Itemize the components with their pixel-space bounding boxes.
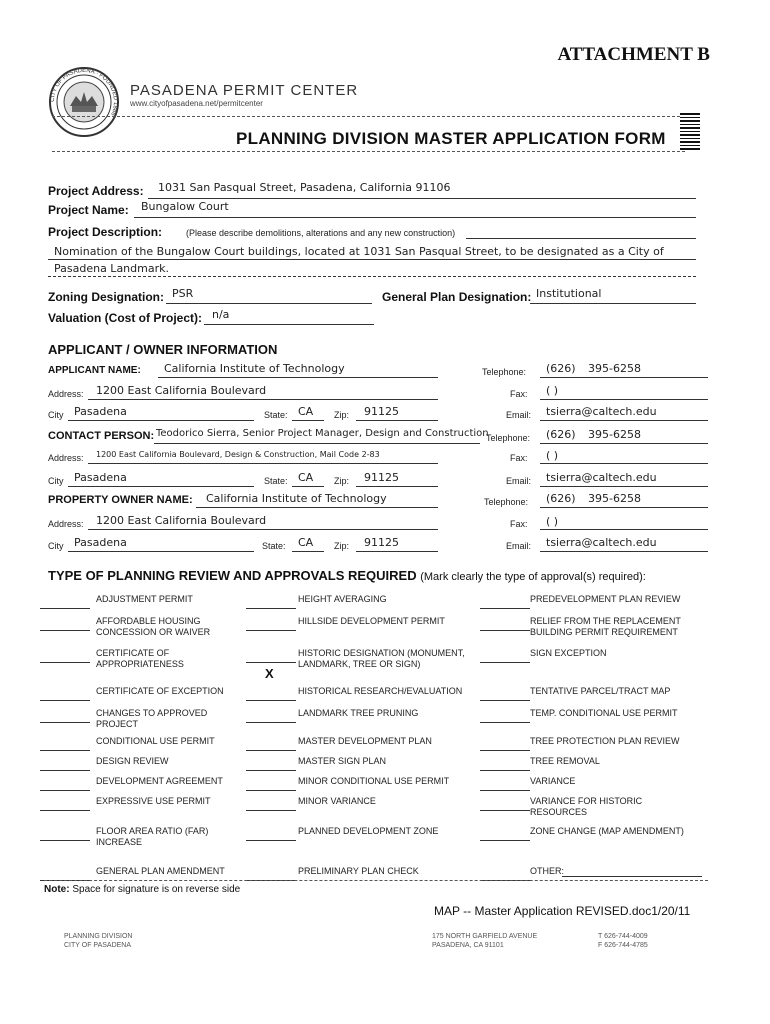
approval-option-label: TEMP. CONDITIONAL USE PERMIT [530,708,678,718]
zoning-label: Zoning Designation: [48,290,164,304]
footer-rule [44,880,708,881]
approval-checkbox[interactable] [40,722,90,723]
approval-checkbox[interactable] [246,722,296,723]
approval-option-label: HISTORIC DESIGNATION (MONUMENT, LANDMARK, TREE OR SIGN) [298,648,465,669]
approval-checkbox[interactable] [246,630,296,631]
owner-city-label: City [48,541,64,551]
applicant-zip-field[interactable]: 91125 [364,405,399,418]
approval-option-label: ADJUSTMENT PERMIT [96,594,193,604]
project-address-field[interactable]: 1031 San Pasqual Street, Pasadena, California 91106 [158,181,451,194]
footer-phone [598,932,648,950]
contact-fax-field[interactable]: ( ) [546,449,559,462]
applicant-area-code[interactable]: (626) [546,362,576,375]
applicant-address-field[interactable]: 1200 East California Boulevard [96,384,267,397]
approval-option-label: VARIANCE [530,776,576,786]
applicant-telephone-field[interactable]: 395-6258 [588,362,641,375]
approval-checkbox[interactable] [40,750,90,751]
approval-checkbox[interactable] [246,770,296,771]
approval-option-label: TREE REMOVAL [530,756,600,766]
approval-option-label: RELIEF FROM THE REPLACEMENT BUILDING PERMIT REQUIREMENT [530,616,681,637]
applicant-city-line [68,420,254,421]
approval-checkbox[interactable] [246,840,296,841]
applicant-section-title: APPLICANT / OWNER INFORMATION [48,342,278,357]
approval-checkbox[interactable] [40,630,90,631]
contact-fax-label: Fax: [510,453,528,463]
contact-person-line [154,443,480,444]
project-description-field-line2[interactable]: Pasadena Landmark. [54,262,169,275]
review-section-header [48,568,646,583]
owner-address-field[interactable]: 1200 East California Boulevard [96,514,267,527]
permit-center-name: PASADENA PERMIT CENTER [130,82,359,99]
contact-city-line [68,486,254,487]
owner-fax-line [540,529,708,530]
approval-checkbox[interactable] [480,810,530,811]
approval-option-label: FLOOR AREA RATIO (FAR) INCREASE [96,826,209,847]
description-line-2 [48,276,696,277]
applicant-state-line [292,420,324,421]
approval-checkbox[interactable] [246,662,296,663]
valuation-label: Valuation (Cost of Project): [48,311,203,325]
contact-city-label: City [48,476,64,486]
approval-checkbox[interactable] [480,700,530,701]
owner-address-label: Address: [48,519,84,529]
applicant-email-field[interactable]: tsierra@caltech.edu [546,405,657,418]
form-title: PLANNING DIVISION MASTER APPLICATION FORM [236,129,666,148]
owner-telephone-label: Telephone: [484,497,529,507]
approval-option-label: PREDEVELOPMENT PLAN REVIEW [530,594,681,604]
approval-option-label: HEIGHT AVERAGING [298,594,387,604]
contact-email-label: Email: [506,476,532,486]
applicant-zip-label: Zip: [334,410,350,420]
property-owner-line [196,507,438,508]
contact-city-field[interactable]: Pasadena [74,471,127,484]
contact-telephone-line [540,443,708,444]
approval-option-label: OTHER: [530,866,565,876]
contact-email-line [540,486,708,487]
owner-email-label: Email: [506,541,532,551]
approval-checkbox[interactable] [40,608,90,609]
property-owner-label: PROPERTY OWNER NAME: [48,494,193,506]
footer-address-line1: 175 NORTH GARFIELD AVENUE [432,933,538,940]
owner-fax-field[interactable]: ( ) [546,515,559,528]
contact-zip-line [356,486,438,487]
approval-option-label: MINOR VARIANCE [298,796,376,806]
contact-person-field[interactable]: Teodorico Sierra, Senior Project Manager, Design and Construction [156,428,489,439]
approval-checkbox[interactable] [480,662,530,663]
applicant-zip-line [356,420,438,421]
contact-fax-line [540,463,708,464]
project-address-line [148,198,696,199]
owner-zip-label: Zip: [334,541,350,551]
approval-option-label: DEVELOPMENT AGREEMENT [96,776,223,786]
applicant-name-field[interactable]: California Institute of Technology [164,362,345,375]
approval-checkbox[interactable] [246,810,296,811]
contact-telephone-field[interactable]: 395-6258 [588,428,641,441]
project-description-field-line1[interactable]: Nomination of the Bungalow Court buildings, located at 1031 San Pasqual Street, to be designated as a City of [54,245,664,258]
approval-option-label: GENERAL PLAN AMENDMENT [96,866,225,876]
attachment-label: ATTACHMENT B [557,44,710,65]
approval-option-label: CONDITIONAL USE PERMIT [96,736,215,746]
applicant-email-label: Email: [506,410,532,420]
owner-city-field[interactable]: Pasadena [74,536,127,549]
approval-option-label: CERTIFICATE OF APPROPRIATENESS [96,648,184,669]
approval-option-label: DESIGN REVIEW [96,756,169,766]
approval-checkbox[interactable] [40,790,90,791]
general-plan-label: General Plan Designation: [382,290,532,304]
owner-email-field[interactable]: tsierra@caltech.edu [546,536,657,549]
approval-checkbox[interactable] [480,608,530,609]
owner-area-code[interactable]: (626) [546,492,576,505]
applicant-telephone-label: Telephone: [482,367,527,377]
approval-checkbox[interactable] [246,790,296,791]
other-approval-input[interactable] [562,876,702,877]
approval-checkbox[interactable] [480,840,530,841]
contact-state-line [292,486,324,487]
general-plan-field[interactable]: Institutional [536,287,602,300]
approval-option-label: LANDMARK TREE PRUNING [298,708,419,718]
approval-option-label: VARIANCE FOR HISTORIC RESOURCES [530,796,643,817]
owner-zip-line [356,551,438,552]
approval-option-label: EXPRESSIVE USE PERMIT [96,796,211,806]
footer-address-line2: PASADENA, CA 91101 [432,942,504,949]
approval-checkbox[interactable] [480,750,530,751]
owner-state-label: State: [262,541,286,551]
valuation-line [204,324,374,325]
title-rule [52,151,685,152]
approval-option-label: MASTER DEVELOPMENT PLAN [298,736,432,746]
contact-state-field[interactable]: CA [298,471,314,484]
approval-checkbox[interactable] [40,810,90,811]
approval-option-label: TREE PROTECTION PLAN REVIEW [530,736,680,746]
applicant-email-line [540,420,708,421]
owner-email-line [540,551,708,552]
applicant-telephone-line [540,377,708,378]
signature-note [44,884,240,895]
owner-state-field[interactable]: CA [298,536,314,549]
approval-checkbox[interactable] [246,700,296,701]
applicant-address-line [88,399,438,400]
contact-email-field[interactable]: tsierra@caltech.edu [546,471,657,484]
barcode-icon [680,112,700,150]
review-section-title: TYPE OF PLANNING REVIEW AND APPROVALS REQUIRED [48,568,417,583]
approval-checkbox-mark[interactable]: X [265,666,274,681]
approval-checkbox[interactable] [40,770,90,771]
contact-address-line [88,463,438,464]
applicant-name-label: APPLICANT NAME: [48,365,141,376]
contact-person-label: CONTACT PERSON: [48,430,155,442]
contact-zip-field[interactable]: 91125 [364,471,399,484]
footer-phone-line2: F 626-744-4785 [598,942,648,949]
zoning-field[interactable]: PSR [172,287,194,300]
approval-checkbox[interactable] [40,840,90,841]
approval-option-label: CHANGES TO APPROVED PROJECT [96,708,208,729]
approval-option-label: HISTORICAL RESEARCH/EVALUATION [298,686,463,696]
contact-area-code[interactable]: (626) [546,428,576,441]
footer-address [432,932,537,950]
applicant-fax-line [540,399,708,400]
footer-department [64,932,132,950]
contact-address-label: Address: [48,453,84,463]
approval-option-label: AFFORDABLE HOUSING CONCESSION OR WAIVER [96,616,211,637]
note-label: Note: [44,884,70,895]
project-name-line [134,217,696,218]
approval-option-label: PRELIMINARY PLAN CHECK [298,866,419,876]
approval-checkbox[interactable] [480,770,530,771]
approval-checkbox[interactable] [246,608,296,609]
zoning-line [166,303,372,304]
contact-address-field[interactable]: 1200 East California Boulevard, Design & Construction, Mail Code 2-83 [96,450,380,459]
approval-checkbox[interactable] [246,750,296,751]
owner-state-line [292,551,324,552]
approval-checkbox[interactable] [40,700,90,701]
approval-option-label: MINOR CONDITIONAL USE PERMIT [298,776,450,786]
approval-checkbox[interactable] [480,722,530,723]
project-name-label: Project Name: [48,203,129,217]
applicant-fax-field[interactable]: ( ) [546,384,559,397]
review-section-hint: (Mark clearly the type of approval(s) required): [420,571,646,583]
contact-state-label: State: [264,476,288,486]
approval-option-label: MASTER SIGN PLAN [298,756,387,766]
approval-checkbox[interactable] [480,790,530,791]
approval-option-label: PLANNED DEVELOPMENT ZONE [298,826,439,836]
owner-city-line [68,551,254,552]
approval-option-label: ZONE CHANGE (MAP AMENDMENT) [530,826,684,836]
project-description-hint: (Please describe demolitions, alterations and any new construction) [186,228,456,238]
document-id: MAP -- Master Application REVISED.doc1/20/11 [434,904,691,918]
applicant-address-label: Address: [48,389,84,399]
permit-center-url: www.cityofpasadena.net/permitcenter [130,99,263,108]
applicant-city-field[interactable]: Pasadena [74,405,127,418]
owner-telephone-field[interactable]: 395-6258 [588,492,641,505]
owner-telephone-line [540,507,708,508]
applicant-name-line [158,377,438,378]
owner-address-line [88,529,438,530]
property-owner-field[interactable]: California Institute of Technology [206,492,387,505]
general-plan-line [530,303,696,304]
svg-text:CITY OF PASADENA · FOUNDED 188: CITY OF PASADENA · FOUNDED 1886 [49,67,119,117]
applicant-fax-label: Fax: [510,389,528,399]
contact-telephone-label: Telephone: [486,433,531,443]
approval-option-label: TENTATIVE PARCEL/TRACT MAP [530,686,671,696]
footer-department-line2: CITY OF PASADENA [64,942,132,949]
approval-checkbox[interactable] [480,630,530,631]
applicant-city-label: City [48,410,64,420]
applicant-state-label: State: [264,410,288,420]
project-description-label: Project Description: [48,225,163,239]
project-name-field[interactable]: Bungalow Court [141,200,229,213]
approval-option-label: HILLSIDE DEVELOPMENT PERMIT [298,616,445,626]
owner-zip-field[interactable]: 91125 [364,536,399,549]
approval-checkbox[interactable] [40,662,90,663]
approval-option-label: SIGN EXCEPTION [530,648,607,658]
project-address-label: Project Address: [48,184,144,198]
valuation-field[interactable]: n/a [212,308,230,321]
contact-zip-label: Zip: [334,476,350,486]
footer-department-line1: PLANNING DIVISION [64,933,133,940]
header-rule [52,116,685,117]
note-text: Space for signature is on reverse side [72,884,241,895]
description-line-1 [48,259,696,260]
owner-fax-label: Fax: [510,519,528,529]
footer-phone-line1: T 626-744-4009 [598,933,648,940]
city-seal-ring [48,66,120,138]
applicant-state-field[interactable]: CA [298,405,314,418]
approval-option-label: CERTIFICATE OF EXCEPTION [96,686,224,696]
project-description-hint-line [466,238,696,239]
